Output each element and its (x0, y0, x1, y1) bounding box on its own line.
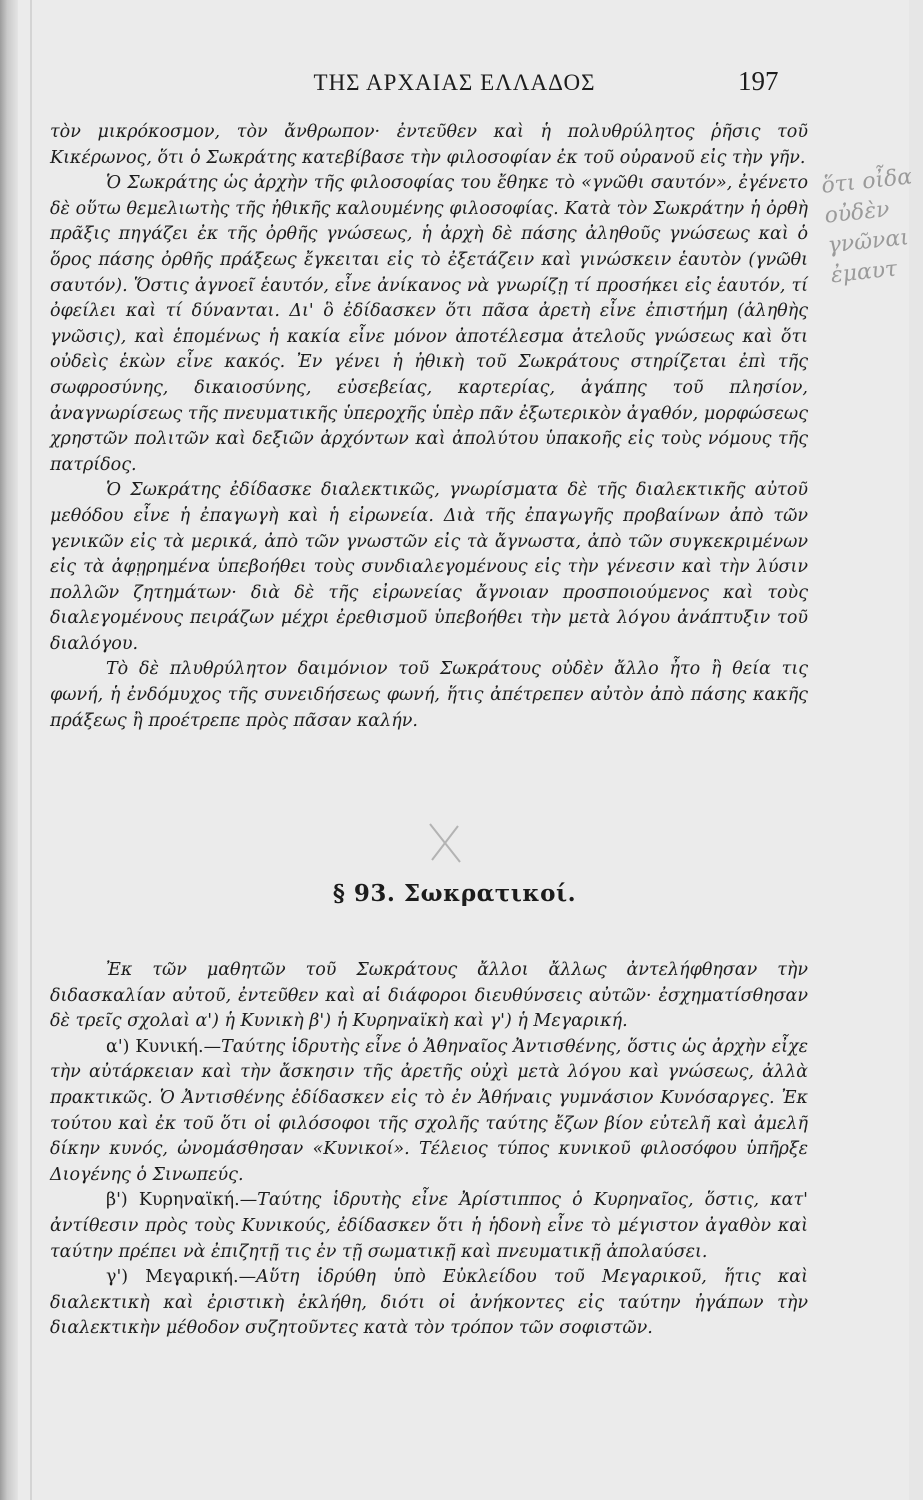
section-heading: § 93. Σωκρατικοί. (332, 880, 577, 907)
paragraph-continuation: τὸν μικρόκοσμον, τὸν ἄνθρωπον· ἐντεῦθεν καὶ ἡ πολυθρύλητος ῥῆσις τοῦ Κικέρωνος, ὅτι ὁ Σωκράτης κατεβίβασε τὴν φιλοσοφίαν ἐκ τοῦ οὐρανοῦ εἰς τὴν γῆν. (50, 122, 808, 168)
page-number: 197 (738, 66, 779, 96)
school-item-cynic (50, 1035, 808, 1189)
school-description: —Ταύτης ἱδρυτὴς εἶνε ὁ Ἀθηναῖος Ἀντισθένης, ὅστις ὡς ἀρχὴν εἶχε τὴν αὐτάρκειαν καὶ τὴν ἄσκησιν τῆς ἀρετῆς οὐχὶ μετὰ λόγου καὶ γνώσεως, ἀλλὰ πρακτικῶς. Ὁ Ἀντισθένης ἐδίδασκεν εἰς τὸ ἐν Ἀθήναις γυμνάσιον Κυνόσαργες. Ἐκ τούτου καὶ ἐκ τοῦ ὅτι οἱ φιλόσοφοι τῆς σχολῆς ταύτης ἔζων βίον εὐτελῆ καὶ ἀμελῆ δίκην κυνός, ὠνομάσθησαν «Κυνικοί». Τέλειος τύπος κυνικοῦ φιλοσόφου ὑπῆρξε Διογένης ὁ Σινωπεύς. (50, 1036, 808, 1185)
body-text (50, 120, 808, 734)
school-label: α') Κυνική. (106, 1036, 204, 1057)
section-body-text (50, 958, 808, 1342)
paragraph: Ὁ Σωκράτης ἐδίδασκε διαλεκτικῶς, γνωρίσματα δὲ τῆς διαλεκτικῆς αὐτοῦ μεθόδου εἶνε ἡ ἐπαγωγὴ καὶ ἡ εἰρωνεία. Διὰ τῆς ἐπαγωγῆς προβαίνων ἀπὸ τῶν γενικῶν εἰς τὰ μερικά, ἀπὸ τῶν γνωστῶν εἰς τὰ ἄγνωστα, ἀπὸ τῶν συγκεκριμένων εἰς τὰ ἀφῃρημένα ὑπεβοήθει τοὺς συνδιαλεγομένους εἰς τὴν γένεσιν καὶ τὴν λύσιν πολλῶν ζητημάτων· διὰ δὲ τῆς εἰρωνείας ἄγνοιαν προσποιούμενος καὶ τοὺς διαλεγομένους πειράζων μέχρι ἐρεθισμοῦ ὑπεβοήθει τὴν μετὰ λόγου ἀνάπτυξιν τοῦ διαλόγου. (50, 480, 808, 654)
handwritten-margin-note: ὅτι οἶδα οὐδὲν γνῶναι ἐμαυτ (820, 164, 914, 289)
running-head (0, 66, 909, 102)
school-description: —Αὕτη ἱδρύθη ὑπὸ Εὐκλείδου τοῦ Μεγαρικοῦ, ἥτις καὶ διαλεκτικὴ καὶ ἐριστικὴ ἐκλήθη, διότι οἱ ἀνήκοντες εἰς ταύτην ἠγάπων τὴν διαλεκτικὴν μέθοδον συζητοῦντες κατὰ τὸν τρόπον τῶν σοφιστῶν. (50, 1267, 808, 1339)
pencil-x-mark (424, 820, 466, 866)
paragraph: Ὁ Σωκράτης ὡς ἀρχὴν τῆς φιλοσοφίας του ἔθηκε τὸ «γνῶθι σαυτόν», ἐγένετο δὲ οὕτω θεμελιωτὴς τῆς ἠθικῆς καλουμένης φιλοσοφίας. Κατὰ τὸν Σωκράτην ἡ ὀρθὴ πρᾶξις πηγάζει ἐκ τῆς ὀρθῆς γνώσεως, ἡ ἀρχὴ δὲ πάσης ἀληθοῦς γνώσεως καὶ ὁ ὅρος πάσης ὀρθῆς πράξεως ἔγκειται εἰς τὸ ἐξετάζειν καὶ γινώσκειν ἑαυτὸν (γνῶθι σαυτόν). Ὅστις ἀγνοεῖ ἑαυτόν, εἶνε ἀνίκανος νὰ γνωρίζῃ τί προσήκει εἰς ἑαυτόν, τί ὀφείλει καὶ τί δύνανται. Δι' ὃ ἐδίδασκεν ὅτι πᾶσα ἀρετὴ εἶνε ἐπιστήμη (ἀληθὴς γνῶσις), καὶ ἑπομένως ἡ κακία εἶνε μόνον ἀποτέλεσμα ἀτελοῦς γνώσεως καὶ ὅτι οὐδεὶς ἑκὼν εἶνε κακός. Ἐν γένει ἡ ἠθικὴ τοῦ Σωκράτους στηρίζεται ἐπὶ τῆς σωφροσύνης, δικαιοσύνης, εὐσεβείας, καρτερίας, ἀγάπης τοῦ πλησίον, ἀναγνωρίσεως τῆς πνευματικῆς ὑπεροχῆς ὑπὲρ πᾶν ἐξωτερικὸν ἀγαθόν, μορφώσεως χρηστῶν πολιτῶν καὶ δεξιῶν ἀρχόντων καὶ ἀπολύτου ὑπακοῆς εἰς τοὺς νόμους τῆς πατρίδος. (50, 173, 808, 475)
school-description: —Ταύτης ἱδρυτὴς εἶνε Ἀρίστιππος ὁ Κυρηναῖος, ὅστις, κατ' ἀντίθεσιν πρὸς τοὺς Κυνικούς, ἐδίδασκεν ὅτι ἡ ἡδονὴ εἶνε τὸ μέγιστον ἀγαθὸν καὶ ταύτην πρέπει νὰ ἐπιζητῇ τις ἐν τῇ σωματικῇ καὶ πνευματικῇ ἀπολαύσει. (50, 1190, 808, 1262)
paragraph: Ἐκ τῶν μαθητῶν τοῦ Σωκράτους ἄλλοι ἄλλως ἀντελήφθησαν τὴν διδασκαλίαν αὐτοῦ, ἐντεῦθεν καὶ αἱ διάφοροι διευθύνσεις αὐτῶν· ἐσχηματίσθησαν δὲ τρεῖς σχολαὶ α') ἡ Κυνικὴ β') ἡ Κυρηναϊκὴ καὶ γ') ἡ Μεγαρική. (50, 960, 808, 1032)
school-label: β') Κυρηναϊκή. (106, 1190, 240, 1211)
school-item-cyrenaic (50, 1188, 808, 1265)
school-label: γ') Μεγαρική. (106, 1267, 239, 1288)
running-head-title: ΤΗΣ ΑΡΧΑΙΑΣ ΕΛΛΑΔΟΣ (313, 70, 596, 95)
page-edge-shadow (30, 0, 32, 1500)
school-item-megarian (50, 1265, 808, 1342)
paragraph: Τὸ δὲ πλυθρύλητον δαιμόνιον τοῦ Σωκράτους οὐδὲν ἄλλο ἦτο ἢ θεία τις φωνή, ἡ ἐνδόμυχος τῆς συνειδήσεως φωνή, ἥτις ἀπέτρεπεν αὐτὸν ἀπὸ πάσης κακῆς πράξεως ἢ προέτρεπε πρὸς πᾶσαν καλήν. (50, 659, 808, 731)
page-binding-edge (0, 0, 18, 1500)
